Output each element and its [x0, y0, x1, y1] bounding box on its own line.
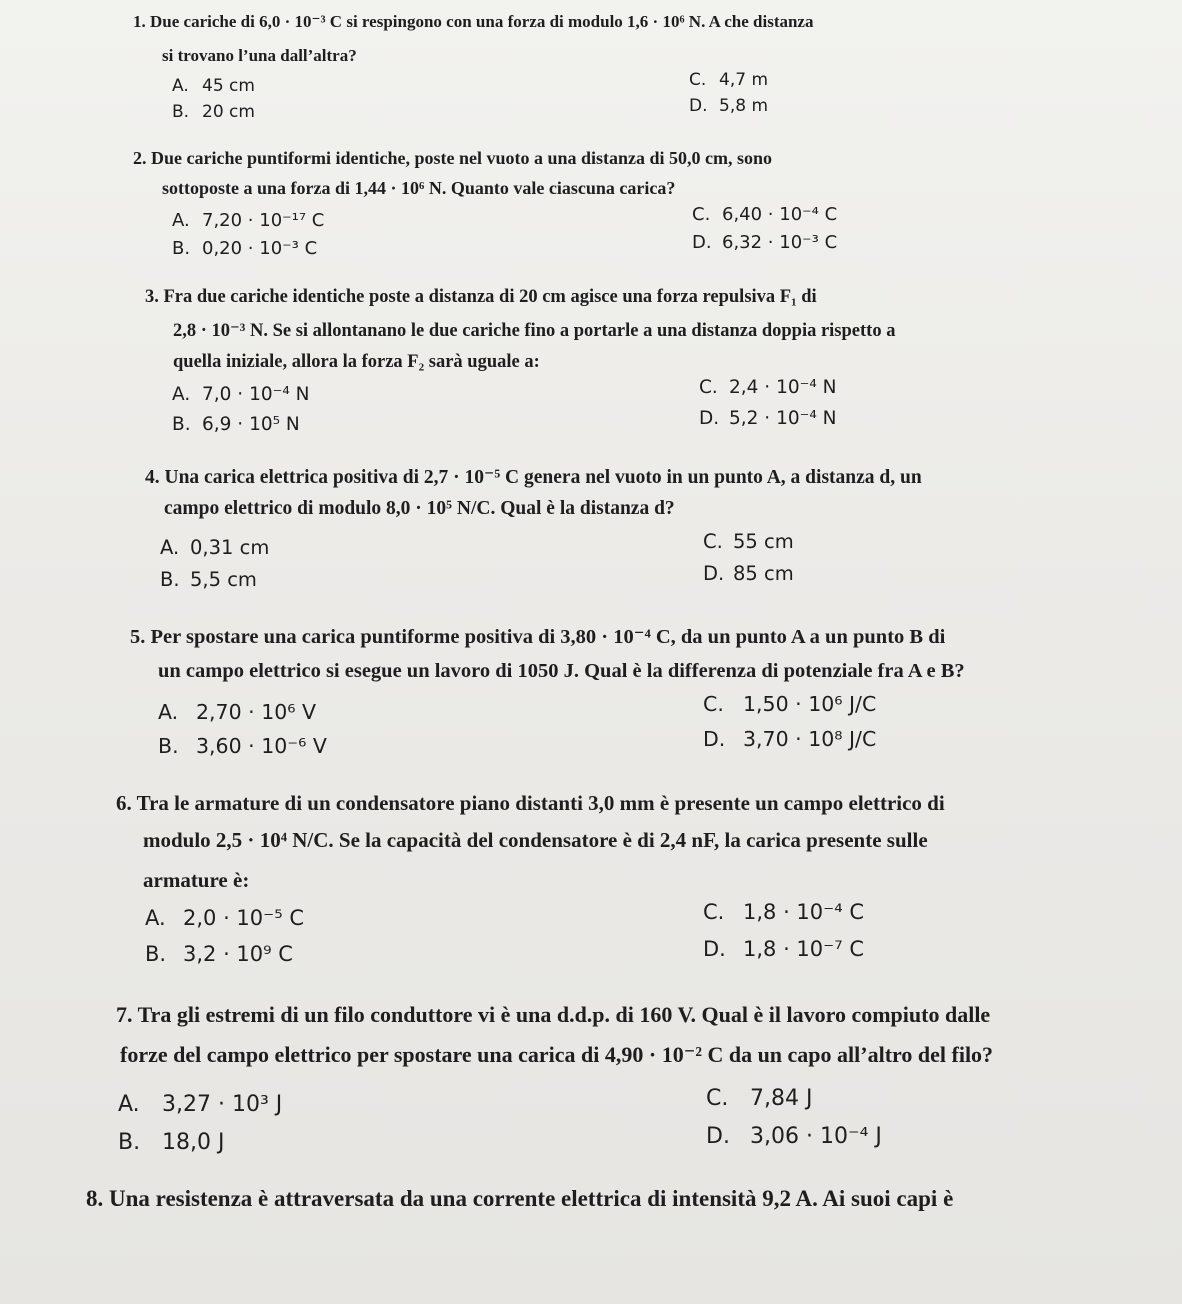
option-c: C. 6,40 · 10⁻⁴ C [692, 204, 838, 225]
option-b-value: 18,0 J [162, 1130, 225, 1155]
option-d-value: 85 cm [733, 562, 794, 585]
option-d: D. 1,8 · 10⁻⁷ C [703, 937, 864, 961]
question-4-line-2: campo elettrico di modulo 8,0 · 10⁵ N/C. Qual è la distanza d? [164, 498, 675, 519]
option-a-value: 3,27 · 10³ J [162, 1092, 283, 1117]
question-6-line-3: armature è: [143, 868, 250, 892]
question-3-line-1 [145, 287, 817, 308]
question-6-line-1 [116, 791, 945, 816]
question-1-line-2: si trovano l’una dall’altra? [162, 46, 357, 65]
option-d-value: 1,8 · 10⁻⁷ C [743, 937, 864, 961]
option-d: D. 5,8 m [689, 96, 768, 116]
option-a: A. 7,0 · 10⁻⁴ N [172, 384, 310, 405]
question-text: Tra gli estremi di un filo conduttore vi è una d.d.p. di 160 V. Qual è il lavoro compiuto dalle [137, 1002, 991, 1027]
option-a: A. 2,0 · 10⁻⁵ C [145, 906, 304, 930]
option-c-value: 7,84 J [750, 1086, 813, 1111]
option-b: B. 5,5 cm [160, 568, 257, 591]
option-b: B. 20 cm [172, 102, 255, 122]
option-c-value: 4,7 m [719, 70, 768, 90]
option-c: C. 2,4 · 10⁻⁴ N [699, 377, 837, 398]
option-c-value: 55 cm [733, 530, 794, 553]
option-d: D. 85 cm [703, 562, 794, 585]
question-number: 4. [145, 467, 160, 488]
option-d-value: 5,2 · 10⁻⁴ N [729, 408, 837, 429]
question-7-line-2: forze del campo elettrico per spostare una carica di 4,90 · 10⁻² C da un capo all’altro del filo? [120, 1042, 994, 1067]
question-5-line-1 [130, 624, 945, 649]
option-c: C. 4,7 m [689, 70, 768, 90]
question-text: Fra due cariche identiche poste a distanza di 20 cm agisce una forza repulsiva F₁ di [163, 287, 817, 307]
option-a: A. 45 cm [172, 76, 255, 96]
question-text: Tra le armature di un condensatore piano distanti 3,0 mm è presente un campo elettrico di [136, 791, 945, 815]
question-2-line-2: sottoposte a una forza di 1,44 · 10⁶ N. Quanto vale ciascuna carica? [162, 178, 676, 198]
question-number: 2. [133, 148, 147, 168]
option-b-value: 5,5 cm [190, 568, 257, 591]
question-text: Una carica elettrica positiva di 2,7 · 10⁻⁵ C genera nel vuoto in un punto A, a distanza d, un [164, 467, 922, 488]
option-c: C. 55 cm [703, 530, 794, 553]
option-c-value: 1,50 · 10⁶ J/C [743, 692, 877, 716]
option-a-value: 45 cm [202, 76, 255, 96]
option-b: B. 18,0 J [118, 1130, 225, 1155]
option-d: D. 6,32 · 10⁻³ C [692, 232, 838, 253]
option-c-value: 2,4 · 10⁻⁴ N [729, 377, 837, 398]
question-3-line-2: 2,8 · 10⁻³ N. Se si allontanano le due cariche fino a portarle a una distanza doppia rispetto a [173, 321, 896, 341]
question-number: 6. [116, 791, 132, 815]
option-c-value: 1,8 · 10⁻⁴ C [743, 900, 864, 924]
option-d-value: 6,32 · 10⁻³ C [722, 232, 838, 253]
question-1-line-1 [133, 12, 813, 32]
option-b: B. 3,60 · 10⁻⁶ V [158, 734, 327, 758]
question-8-line-1 [86, 1186, 953, 1212]
option-c: C. 1,50 · 10⁶ J/C [703, 692, 877, 716]
option-b-value: 20 cm [202, 102, 255, 122]
option-d: D. 3,06 · 10⁻⁴ J [706, 1124, 882, 1149]
option-a-value: 2,0 · 10⁻⁵ C [183, 906, 304, 930]
option-a-value: 0,31 cm [190, 536, 270, 559]
option-a-value: 2,70 · 10⁶ V [196, 700, 317, 724]
question-text: Due cariche puntiformi identiche, poste nel vuoto a una distanza di 50,0 cm, sono [151, 148, 773, 168]
option-a: A. 0,31 cm [160, 536, 270, 559]
option-b: B. 6,9 · 10⁵ N [172, 414, 300, 435]
option-a: A. 2,70 · 10⁶ V [158, 700, 317, 724]
question-text: Una resistenza è attraversata da una corrente elettrica di intensità 9,2 A. Ai suoi capi è [109, 1186, 954, 1211]
option-b-value: 6,9 · 10⁵ N [202, 414, 300, 435]
question-6-line-2: modulo 2,5 · 10⁴ N/C. Se la capacità del condensatore è di 2,4 nF, la carica presente sulle [143, 828, 928, 852]
question-5-line-2: un campo elettrico si esegue un lavoro di 1050 J. Qual è la differenza di potenziale fra A e B? [158, 660, 965, 682]
question-text: Due cariche di 6,0 · 10⁻³ C si respingono con una forza di modulo 1,6 · 10⁶ N. A che distanza [150, 12, 814, 31]
question-number: 1. [133, 12, 146, 31]
option-c-value: 6,40 · 10⁻⁴ C [722, 204, 838, 225]
question-number: 5. [130, 626, 146, 648]
option-b-value: 3,60 · 10⁻⁶ V [196, 734, 327, 758]
option-a: A. 7,20 · 10⁻¹⁷ C [172, 210, 325, 231]
option-b: B. 0,20 · 10⁻³ C [172, 238, 318, 259]
option-d-value: 5,8 m [719, 96, 768, 116]
question-number: 8. [86, 1186, 104, 1211]
question-4-line-1 [145, 465, 922, 489]
option-a: A. 3,27 · 10³ J [118, 1092, 283, 1117]
option-b-value: 3,2 · 10⁹ C [183, 942, 293, 966]
option-a-value: 7,0 · 10⁻⁴ N [202, 384, 310, 405]
question-2-line-1 [133, 148, 772, 169]
question-7-line-1 [116, 1002, 990, 1028]
question-3-line-3: quella iniziale, allora la forza F₂ sarà uguale a: [173, 352, 540, 372]
option-d-value: 3,06 · 10⁻⁴ J [750, 1124, 882, 1149]
question-number: 7. [116, 1002, 133, 1027]
question-text: Per spostare una carica puntiforme positiva di 3,80 · 10⁻⁴ C, da un punto A a un punto B di [150, 626, 946, 648]
option-d: D. 3,70 · 10⁸ J/C [703, 727, 877, 751]
option-a-value: 7,20 · 10⁻¹⁷ C [202, 210, 325, 231]
question-number: 3. [145, 287, 159, 307]
option-b-value: 0,20 · 10⁻³ C [202, 238, 318, 259]
option-c: C. 1,8 · 10⁻⁴ C [703, 900, 864, 924]
option-d: D. 5,2 · 10⁻⁴ N [699, 408, 837, 429]
option-c: C. 7,84 J [706, 1086, 813, 1111]
option-d-value: 3,70 · 10⁸ J/C [743, 727, 877, 751]
option-b: B. 3,2 · 10⁹ C [145, 942, 293, 966]
